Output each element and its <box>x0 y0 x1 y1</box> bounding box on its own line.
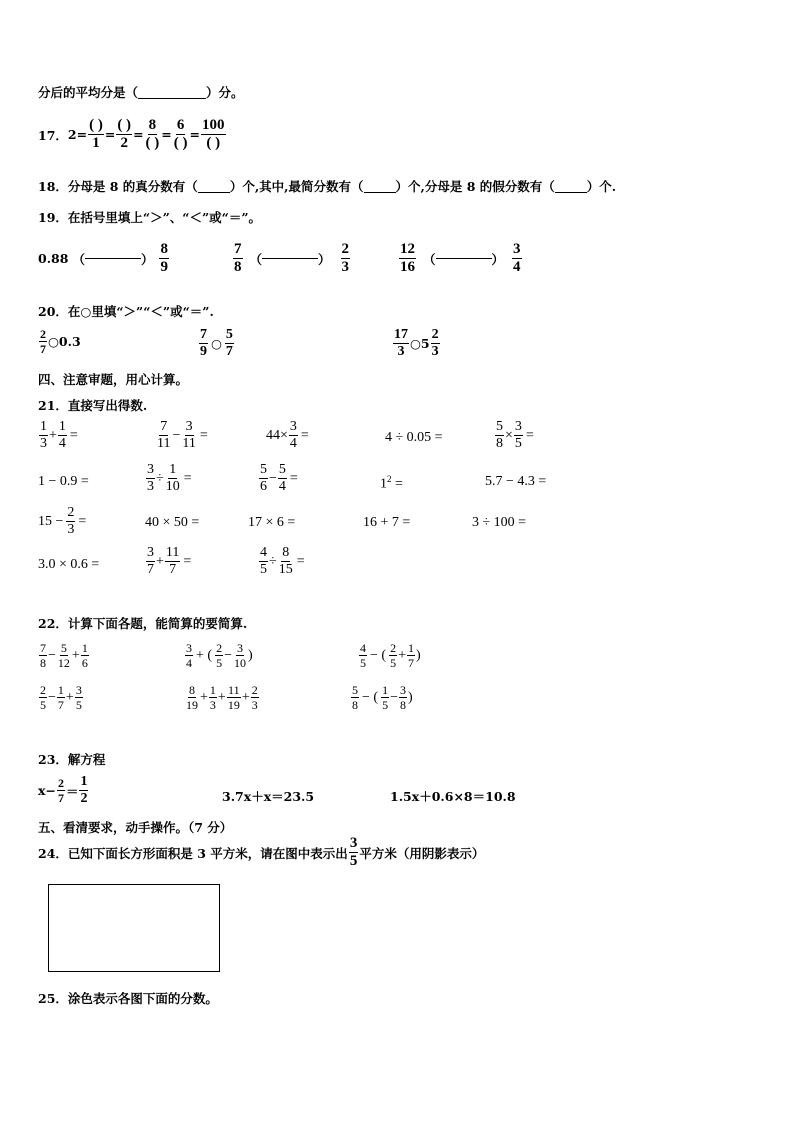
question-18: 18．分母是 8 的真分数有（ ）个,其中,最简分数有（ ）个,分母是 8 的假分数有（ ）个. <box>38 179 617 194</box>
question-24: 24． 已知下面长方形面积是 3 平方米，请在图中表示出 $\frac{3}{5}$ 平方米（用阴影表示） <box>38 835 485 869</box>
q21-r2-d: $1^2$ = <box>380 474 403 492</box>
section-5-heading: 五、看清要求，动手操作。（7 分） <box>38 820 233 835</box>
q21-r3-c: 17 × 6 = <box>248 515 296 530</box>
question-22-title: 22．计算下面各题，能简算的要简算. <box>38 616 248 631</box>
q21-r2-e: 5.7 − 4.3 = <box>485 474 547 489</box>
question-19-title: 19．在括号里填上“＞”、“＜”或“＝”。 <box>38 210 262 225</box>
answer-blank[interactable] <box>198 192 230 193</box>
question-20-title: 20．在○里填“＞”“＜”或“＝”. <box>38 304 214 319</box>
q22-r2-b: $\frac{8}{19}$ + $\frac{1}{3}$ + $\frac{11}{19}$ + $\frac{2}{3}$ <box>186 683 258 712</box>
answer-blank[interactable] <box>138 98 206 99</box>
q21-r1-d: 4 ÷ 0.05 = <box>385 430 443 445</box>
q21-r3-e: 3 ÷ 100 = <box>472 515 527 530</box>
fraction[interactable]: $\frac{( )}{1}$ <box>89 117 103 151</box>
q20-item-b: $\frac{7}{9}$ ○ $\frac{5}{7}$ <box>200 327 233 359</box>
q20-item-c: $\frac{17}{3}$ ○5 $\frac{2}{3}$ <box>394 327 439 359</box>
answer-blank[interactable] <box>555 192 587 193</box>
q21-r1-c: 44× $\frac{3}{4}$ = <box>266 419 309 451</box>
equation-2: 3.7x＋x＝23.5 <box>222 789 315 804</box>
q19-item-b: $\frac{7}{8}$ （ ） $\frac{2}{3}$ <box>234 241 350 275</box>
q16-tail: 分后的平均分是（ ）分。 <box>38 85 244 100</box>
section-4-heading: 四、注意审题，用心计算。 <box>38 372 189 387</box>
q21-r4-b: $\frac{3}{7}$ + $\frac{11}{7}$ = <box>147 545 192 577</box>
q21-r3-b: 40 × 50 = <box>145 515 200 530</box>
q21-r2-b: $\frac{3}{3}$ ÷ $\frac{1}{10}$ = <box>147 462 192 494</box>
q21-r2-c: $\frac{5}{6}$ − $\frac{5}{4}$ = <box>260 462 298 494</box>
question-17: 17． 2= $\frac{( )}{1}$ = $\frac{( )}{2}$ = $\frac{8}{( )}$ = $\frac{6}{( )}$ = $\frac{100}{( )}$ <box>38 117 225 151</box>
question-25: 25．涂色表示各图下面的分数。 <box>38 991 218 1006</box>
q22-r1-a: $\frac{7}{8}$ − $\frac{5}{12}$ + $\frac{1}{6}$ <box>40 641 88 670</box>
q21-r4-c: $\frac{4}{5}$ ÷ $\frac{8}{15}$ = <box>260 545 305 577</box>
question-21-title: 21．直接写出得数. <box>38 398 148 413</box>
q22-r1-b: $\frac{3}{4}$ + ( $\frac{2}{5}$ − $\frac{3}{10}$ ) <box>186 641 253 670</box>
q22-r1-c: $\frac{4}{5}$ − ( $\frac{2}{5}$ + $\frac{1}{7}$ ) <box>360 641 421 670</box>
q21-r4-a: 3.0 × 0.6 = <box>38 557 100 572</box>
q21-r3-a: 15 − $\frac{2}{3}$ = <box>38 505 87 537</box>
q21-r1-e: $\frac{5}{8}$ × $\frac{3}{5}$ = <box>496 419 534 451</box>
q19-item-a: 0.88 （ ） $\frac{8}{9}$ <box>38 241 168 275</box>
answer-blank[interactable] <box>364 192 396 193</box>
fraction[interactable]: $\frac{8}{( )}$ <box>145 117 160 151</box>
q21-r2-a: 1 − 0.9 = <box>38 474 89 489</box>
q22-r2-c: $\frac{5}{8}$ − ( $\frac{1}{5}$ − $\frac{3}{8}$ ) <box>352 683 413 712</box>
equation-3: 1.5x＋0.6×8＝10.8 <box>390 789 516 804</box>
answer-blank[interactable] <box>262 258 318 259</box>
question-23-title: 23．解方程 <box>38 752 106 767</box>
answer-blank[interactable] <box>436 258 492 259</box>
q22-r2-a: $\frac{2}{5}$ − $\frac{1}{7}$ + $\frac{3}{5}$ <box>40 683 82 712</box>
answer-blank[interactable] <box>85 258 141 259</box>
q21-r1-a: $\frac{1}{3}$ + $\frac{1}{4}$ = <box>40 419 78 451</box>
fraction[interactable]: $\frac{100}{( )}$ <box>202 117 225 151</box>
fraction[interactable]: $\frac{( )}{2}$ <box>117 117 132 151</box>
q21-r3-d: 16 + 7 = <box>363 515 411 530</box>
equation-1: x− $\frac{2}{7}$ ＝ $\frac{1}{2}$ <box>38 774 88 806</box>
q20-item-a: $\frac{2}{7}$ ○0.3 <box>40 327 81 356</box>
rectangle-figure[interactable] <box>48 884 220 972</box>
fraction[interactable]: $\frac{6}{( )}$ <box>173 117 188 151</box>
q21-r1-b: $\frac{7}{11}$ − $\frac{3}{11}$ = <box>157 419 208 451</box>
q19-item-c: $\frac{12}{16}$ （ ） $\frac{3}{4}$ <box>400 241 521 275</box>
